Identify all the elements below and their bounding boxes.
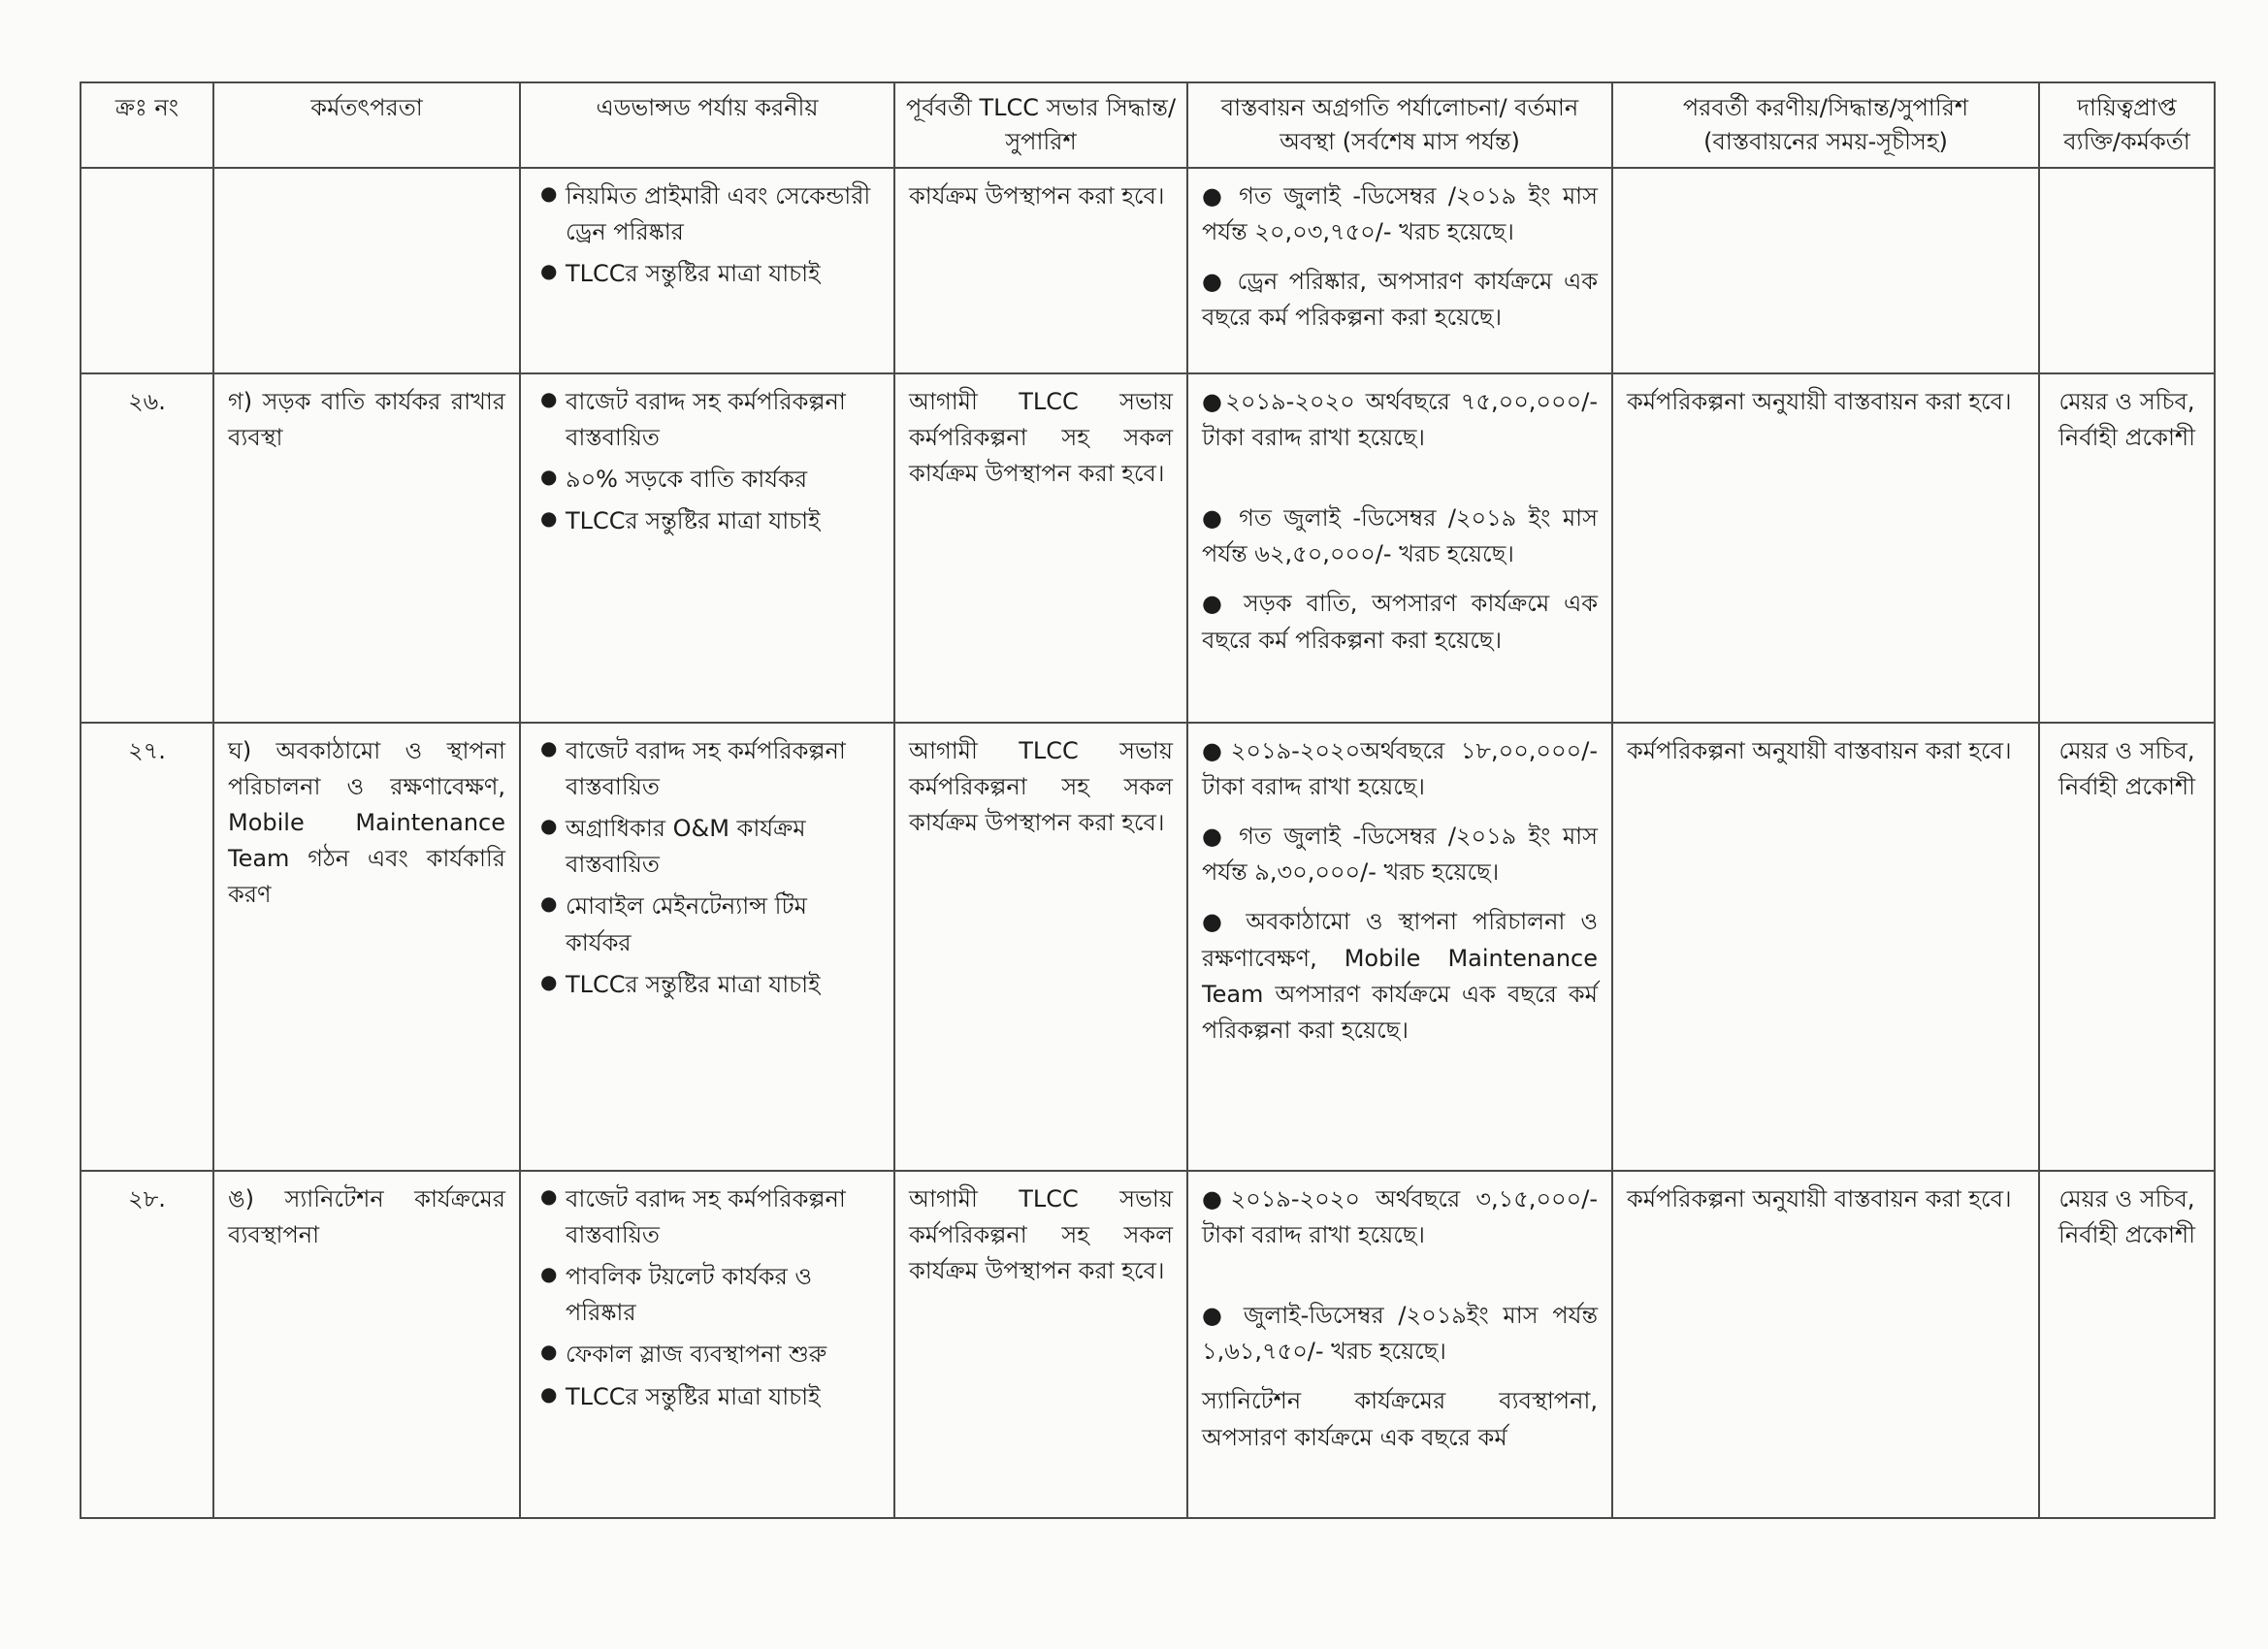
advanced-item: ● বাজেট বরাদ্দ সহ কর্মপরিকল্পনা বাস্তবায়িত	[566, 1181, 880, 1253]
header-activity: কর্মতৎপরতা	[213, 82, 520, 168]
header-responsible: দায়িত্বপ্রাপ্ত ব্যক্তি/কর্মকর্তা	[2039, 82, 2215, 168]
progress-item: ●২০১৯-২০২০ অর্থবছরে ৭৫,০০,০০০/-টাকা বরাদ্দ রাখা হয়েছে।	[1202, 387, 1598, 451]
responsible-cell: মেয়র ও সচিব, নির্বাহী প্রকোশী	[2039, 1171, 2215, 1518]
table-row	[81, 723, 2215, 1171]
advanced-item: ● পাবলিক টয়লেট কার্যকর ও পরিষ্কার	[566, 1259, 880, 1331]
responsible-cell: মেয়র ও সচিব, নির্বাহী প্রকোশী	[2039, 373, 2215, 723]
advanced-cell	[520, 1171, 894, 1518]
advanced-item: ● ফেকাল স্লাজ ব্যবস্থাপনা শুরু	[566, 1337, 880, 1373]
previous-cell: আগামী TLCC সভায় কর্মপরিকল্পনা সহ সকল কার্যক্রম উপস্থাপন করা হবে।	[894, 373, 1187, 723]
progress-cell	[1187, 373, 1612, 723]
advanced-item: ● TLCCর সন্তুষ্টির মাত্রা যাচাই	[566, 256, 880, 292]
advanced-item: ● বাজেট বরাদ্দ সহ কর্মপরিকল্পনা বাস্তবায়িত	[566, 733, 880, 805]
advanced-item: ● TLCCর সন্তুষ্টির মাত্রা যাচাই	[566, 1379, 880, 1415]
next-cell: কর্মপরিকল্পনা অনুযায়ী বাস্তবায়ন করা হবে।	[1612, 1171, 2039, 1518]
table-row	[81, 1171, 2215, 1518]
serial-cell: ২৬.	[81, 373, 213, 723]
activity-cell: গ) সড়ক বাতি কার্যকর রাখার ব্যবস্থা	[213, 373, 520, 723]
advanced-cell	[520, 373, 894, 723]
progress-item: ● অবকাঠামো ও স্থাপনা পরিচালনা ও রক্ষণাবেক্ষণ, Mobile Maintenance Team অপসারণ কার্যক্রমে এক বছরে কর্ম পরিকল্পনা করা হয়েছে।	[1202, 908, 1598, 1044]
previous-cell: আগামী TLCC সভায় কর্মপরিকল্পনা সহ সকল কার্যক্রম উপস্থাপন করা হবে।	[894, 723, 1187, 1171]
advanced-cell	[520, 723, 894, 1171]
header-previous-decision: পূর্ববর্তী TLCC সভার সিদ্ধান্ত/সুপারিশ	[894, 82, 1187, 168]
progress-item: ● গত জুলাই -ডিসেম্বর /২০১৯ ইং মাস পর্যন্ত ২০,০৩,৭৫০/- খরচ হয়েছে।	[1202, 181, 1598, 245]
progress-item: ●২০১৯-২০২০ অর্থবছরে ৩,১৫,০০০/- টাকা বরাদ্দ রাখা হয়েছে।	[1202, 1184, 1598, 1248]
advanced-item: ● TLCCর সন্তুষ্টির মাত্রা যাচাই	[566, 967, 880, 1003]
responsible-cell	[2039, 168, 2215, 373]
advanced-item: ● TLCCর সন্তুষ্টির মাত্রা যাচাই	[566, 503, 880, 539]
progress-item: ● জুলাই-ডিসেম্বর /২০১৯ইং মাস পর্যন্ত ১,৬১,৭৫০/- খরচ হয়েছে।	[1202, 1301, 1598, 1366]
progress-cell	[1187, 723, 1612, 1171]
previous-cell: কার্যক্রম উপস্থাপন করা হবে।	[894, 168, 1187, 373]
progress-item: ●২০১৯-২০২০অর্থবছরে ১৮,০০,০০০/- টাকা বরাদ্দ রাখা হয়েছে।	[1202, 736, 1598, 800]
advanced-item: ● অগ্রাধিকার O&M কার্যক্রম বাস্তবায়িত	[566, 811, 880, 883]
header-progress: বাস্তবায়ন অগ্রগতি পর্যালোচনা/ বর্তমান অবস্থা (সর্বশেষ মাস পর্যন্ত)	[1187, 82, 1612, 168]
next-cell: কর্মপরিকল্পনা অনুযায়ী বাস্তবায়ন করা হবে।	[1612, 723, 2039, 1171]
progress-item: ● ড্রেন পরিষ্কার, অপসারণ কার্যক্রমে এক বছরে কর্ম পরিকল্পনা করা হয়েছে।	[1202, 267, 1598, 332]
progress-review-table	[80, 81, 2216, 1519]
header-serial: ক্রঃ নং	[81, 82, 213, 168]
progress-item: ● গত জুলাই -ডিসেম্বর /২০১৯ ইং মাস পর্যন্ত ৬২,৫০,০০০/- খরচ হয়েছে।	[1202, 503, 1598, 568]
previous-cell: আগামী TLCC সভায় কর্মপরিকল্পনা সহ সকল কার্যক্রম উপস্থাপন করা হবে।	[894, 1171, 1187, 1518]
advanced-item: ● নিয়মিত প্রাইমারী এবং সেকেন্ডারী ড্রেন পরিষ্কার	[566, 178, 880, 250]
progress-cell	[1187, 168, 1612, 373]
advanced-item: ● ৯০% সড়কে বাতি কার্যকর	[566, 462, 880, 498]
next-cell: কর্মপরিকল্পনা অনুযায়ী বাস্তবায়ন করা হবে।	[1612, 373, 2039, 723]
progress-cell	[1187, 1171, 1612, 1518]
activity-cell	[213, 168, 520, 373]
next-cell	[1612, 168, 2039, 373]
activity-cell: ঙ) স্যানিটেশন কার্যক্রমের ব্যবস্থাপনা	[213, 1171, 520, 1518]
advanced-item: ● মোবাইল মেইনটেন্যান্স টিম কার্যকর	[566, 889, 880, 960]
table-row	[81, 373, 2215, 723]
serial-cell: ২৭.	[81, 723, 213, 1171]
serial-cell: ২৮.	[81, 1171, 213, 1518]
responsible-cell: মেয়র ও সচিব, নির্বাহী প্রকোশী	[2039, 723, 2215, 1171]
progress-item: স্যানিটেশন কার্যক্রমের ব্যবস্থাপনা, অপসারণ কার্যক্রমে এক বছরে কর্ম	[1202, 1387, 1598, 1451]
advanced-cell	[520, 168, 894, 373]
serial-cell	[81, 168, 213, 373]
header-next-action: পরবর্তী করণীয়/সিদ্ধান্ত/সুপারিশ (বাস্তবায়নের সময়-সূচীসহ)	[1612, 82, 2039, 168]
header-row	[81, 82, 2215, 168]
advanced-item: ● বাজেট বরাদ্দ সহ কর্মপরিকল্পনা বাস্তবায়িত	[566, 384, 880, 456]
table-row	[81, 168, 2215, 373]
progress-item: ● গত জুলাই -ডিসেম্বর /২০১৯ ইং মাস পর্যন্ত ৯,৩০,০০০/- খরচ হয়েছে।	[1202, 822, 1598, 887]
header-advanced: এডভান্সড পর্যায় করনীয়	[520, 82, 894, 168]
progress-item: ● সড়ক বাতি, অপসারণ কার্যক্রমে এক বছরে কর্ম পরিকল্পনা করা হয়েছে।	[1202, 590, 1598, 654]
activity-cell: ঘ) অবকাঠামো ও স্থাপনা পরিচালনা ও রক্ষণাবেক্ষণ, Mobile Maintenance Team গঠন এবং কার্যকারি করণ	[213, 723, 520, 1171]
